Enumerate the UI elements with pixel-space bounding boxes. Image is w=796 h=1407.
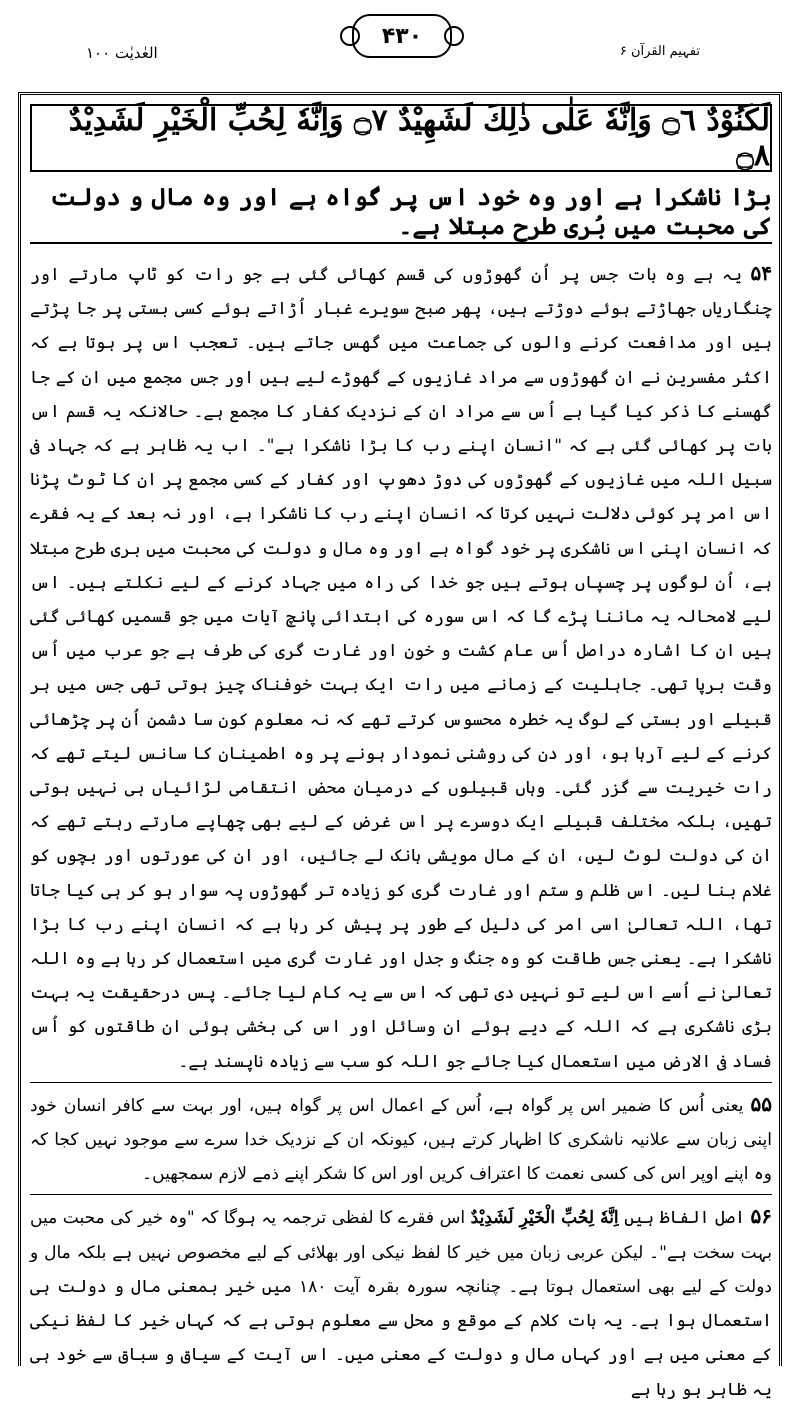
note-lead: اصل الفاظ ہیں	[624, 1208, 745, 1229]
note-arabic: اِنَّهٗ لِحُبِّ الْخَيْرِ لَشَدِيْدٌ	[470, 1208, 619, 1229]
ayah-text: لَكَنُوْدٌ ۝٦ وَاِنَّهٗ عَلٰى ذٰلِكَ لَشَهِيْدٌ ۝٧ وَاِنَّهٗ لِحُبِّ الْخَيْرِ لَشَدِيْدٌ ۝٨	[68, 103, 770, 173]
note-text: یہ ہے وہ بات جس پر اُن گھوڑوں کی قسم کھائی گئی ہے جو رات کو ٹاپ مارتے اور چنگاریاں جھاڑتے ہوئے دوڑتے ہیں، پھر صبح سویرے غبار اُڑاتے ہوئے کسی بستی پر جا پڑتے ہیں اور مدافعت کرنے والوں کی جماعت میں گھس جاتے ہیں۔ تعجب اس پر ہوتا ہے کہ اکثر مفسرین نے ان گھوڑوں سے مراد غازیوں کے گھوڑے لیے ہیں اور جس مجمع میں ان کے جا گھسنے کا ذکر کیا گیا ہے اُس سے مراد ان کے نزدیک کفار کا مجمع ہے۔ حالانکہ یہ قسم اس بات پر کھائی گئی ہے کہ "انسان اپنے رب کا بڑا ناشکرا ہے"۔ اب یہ ظاہر ہے کہ جہاد فی سبیل اللہ میں غازیوں کے گھوڑوں کی دوڑ دھوپ اور کفار کے کسی مجمع پر ان کا ٹوٹ پڑنا اس امر پر کوئی دلالت نہیں کرتا کہ انسان اپنے رب کا ناشکرا ہے، اور نہ بعد کے یہ فقرے کہ انسان اپنی اس ناشکری پر خود گواہ ہے اور وہ مال و دولت کی محبت میں بری طرح مبتلا ہے، اُن لوگوں پر چسپاں ہوتے ہیں جو خدا کی راہ میں جہاد کرنے کے لیے نکلتے ہیں۔ اس لیے لامحالہ یہ ماننا پڑے گا کہ اس سورہ کی ابتدائی پانچ آیات میں جو قسمیں کھائی گئی ہیں ان کا اشارہ دراصل اُس عام کشت و خون اور غارت گری کی طرف ہے جو عرب میں اُس وقت برپا تھی۔ جاہلیت کے زمانے میں رات ایک بہت خوفناک چیز ہوتی تھی جس میں ہر قبیلے اور بستی کے لوگ یہ خطرہ محسوس کرتے تھے کہ نہ معلوم کون سا دشمن اُن پر چڑھائی کرنے کے لیے آرہا ہو، اور دن کی روشنی نمودار ہونے پر وہ اطمینان کا سانس لیتے تھے کہ رات خیریت سے گزر گئی۔ وہاں قبیلوں کے درمیان محض انتقامی لڑائیاں ہی نہیں ہوتی تھیں، بلکہ مختلف قبیلے ایک دوسرے پر اس غرض کے لیے بھی چھاپے مارتے رہتے تھے کہ ان کی دولت لوٹ لیں، ان کے مال مویشی ہانک لے جائیں، اور ان کی عورتوں اور بچوں کو غلام بنا لیں۔ اس ظلم و ستم اور غارت گری کو زیادہ تر گھوڑوں پہ سوار ہو کر ہی کیا جاتا تھا، اللہ تعالیٰ اسی امر کی دلیل کے طور پر پیش کر رہا ہے کہ انسان اپنے رب کا بڑا ناشکرا ہے۔ یعنی جس طاقت کو وہ جنگ و جدل اور غارت گری میں استعمال کر رہا ہے وہ اللہ تعالیٰ نے اُسے اس لیے تو نہیں دی تھی کہ اس سے یہ کام لیا جائے۔ پس درحقیقت یہ بہت بڑی ناشکری ہے کہ اللہ کے دیے ہوئے ان وسائل اور اس کی بخشی ہوئی ان طاقتوں کو اُس فساد فی الارض میں استعمال کیا جائے جو اللہ کو سب سے زیادہ ناپسند ہے۔	[30, 265, 772, 1072]
note-54	[30, 256, 772, 1079]
commentary	[30, 256, 772, 1407]
divider	[30, 1082, 772, 1083]
note-55	[30, 1087, 772, 1192]
page-number: ۴۳۰	[352, 14, 452, 58]
page-header	[0, 10, 796, 80]
note-marker: ۵۶	[750, 1204, 773, 1229]
note-text: یعنی اُس کا ضمیر اس پر گواہ ہے، اُس کے اعمال اس پر گواہ ہیں، اور بہت سے کافر انسان خود اپنی زبان سے علانیہ ناشکری کا اظہار کرتے ہیں، کیونکہ ان کے نزدیک خدا سرے سے موجود نہیں کجا کہ وہ اپنے اوپر اس کی کسی نعمت کا اعتراف کریں اور اس کا شکر اپنے ذمے لازم سمجھیں۔	[30, 1095, 772, 1185]
translation	[30, 180, 772, 244]
note-marker: ۵۵	[750, 1091, 772, 1116]
ayah-box	[30, 104, 772, 172]
note-text: اس فقرے کا لفظی ترجمہ یہ ہوگا کہ "وہ خیر کی محبت میں بہت سخت ہے"۔ لیکن عربی زبان میں خیر کا لفظ نیکی اور بھلائی کے لیے مخصوص نہیں ہے بلکہ مال و دولت کے لیے بھی استعمال ہوتا ہے۔ چنانچہ سورہ بقرہ آیت ۱۸۰ میں خیر بمعنی مال و دولت ہی استعمال ہوا ہے۔ یہ بات کلام کے موقع و محل سے معلوم ہوتی ہے کہ کہاں خیر کا لفظ نیکی کے معنی میں ہے اور کہاں مال و دولت کے معنی میں۔ اس آیت کے سیاق و سباق سے خود ہی یہ ظاہر ہو رہا ہے	[30, 1208, 772, 1400]
note-marker: ۵۴	[750, 261, 773, 285]
surah-label: العٰدیٰت ۱۰۰	[86, 44, 158, 62]
book-title: تفہیم القرآن ۶	[619, 44, 700, 59]
translation-text: بڑا ناشکرا ہے اور وہ خود اس پر گواہ ہے اور وہ مال و دولت کی محبت میں بُری طرح مبتلا ہے۔	[50, 182, 772, 240]
divider	[30, 1194, 772, 1195]
